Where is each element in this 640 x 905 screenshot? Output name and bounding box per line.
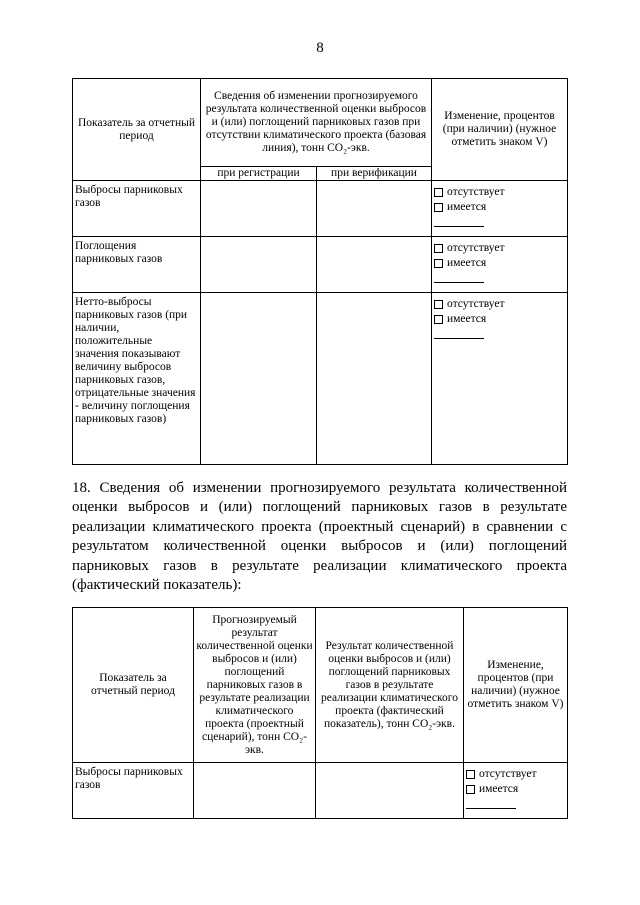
checkbox-present[interactable] <box>466 785 475 794</box>
section-18-paragraph: 18. Сведения об изменении прогнозируемого результата количественной оценки выбросов и (или) поглощений парниковых газов в результате реализации климатического проекта (проектный сценарий) в сравнении с результатом количественной оценки выбросов и (или) поглощений парниковых газов в результате реализации климатического проекта (фактический показатель): <box>72 480 567 594</box>
forecast-value-cell[interactable] <box>194 763 316 819</box>
change-options <box>432 293 568 465</box>
row-label: Выбросы парниковых газов <box>73 763 194 819</box>
verification-value-cell[interactable] <box>317 293 432 465</box>
subheader-verification: при верификации <box>317 167 432 181</box>
percent-blank-line[interactable] <box>434 216 484 227</box>
page-number: 8 <box>316 40 324 56</box>
option-absent-label: отсутствует <box>479 768 537 780</box>
percent-blank-line[interactable] <box>466 798 516 809</box>
verification-value-cell[interactable] <box>317 237 432 293</box>
table-row <box>73 763 568 819</box>
checkbox-absent[interactable] <box>434 300 443 309</box>
checkbox-present[interactable] <box>434 203 443 212</box>
row-label: Поглощения парниковых газов <box>73 237 201 293</box>
option-absent-label: отсутствует <box>447 186 505 198</box>
header-change-percent: Изменение, процентов (при наличии) (нужное отметить знаком V) <box>464 608 568 763</box>
header-indicator: Показатель за отчетный период <box>73 79 201 181</box>
header-change-percent: Изменение, процентов (при наличии) (нужное отметить знаком V) <box>432 79 568 181</box>
checkbox-present[interactable] <box>434 315 443 324</box>
row-label: Нетто-выбросы парниковых газов (при наличии, положительные значения показывают величину выбросов парниковых газов, отрицательные значения - величину поглощения парниковых газов) <box>73 293 201 465</box>
change-options <box>432 181 568 237</box>
table-row <box>73 181 568 237</box>
header-forecast: Прогнозируемый результат количественной оценки выбросов и (или) поглощений парниковых газов в результате реализации климатического проекта (проектный сценарий), тонн CO₂-экв. <box>194 608 316 763</box>
project-vs-actual-table <box>72 607 568 819</box>
registration-value-cell[interactable] <box>201 293 317 465</box>
option-present-label: имеется <box>447 201 487 213</box>
registration-value-cell[interactable] <box>201 181 317 237</box>
row-label: Выбросы парниковых газов <box>73 181 201 237</box>
checkbox-present[interactable] <box>434 259 443 268</box>
registration-value-cell[interactable] <box>201 237 317 293</box>
percent-blank-line[interactable] <box>434 328 484 339</box>
change-options <box>432 237 568 293</box>
checkbox-absent[interactable] <box>466 770 475 779</box>
verification-value-cell[interactable] <box>317 181 432 237</box>
actual-value-cell[interactable] <box>316 763 464 819</box>
header-actual-result: Результат количественной оценки выбросов и (или) поглощений парниковых газов в результате реализации климатического проекта (фактический показатель), тонн CO₂-экв. <box>316 608 464 763</box>
table-row <box>73 237 568 293</box>
option-present-label: имеется <box>479 783 519 795</box>
option-present-label: имеется <box>447 257 487 269</box>
baseline-change-table <box>72 78 568 465</box>
percent-blank-line[interactable] <box>434 272 484 283</box>
header-baseline-info: Сведения об изменении прогнозируемого результата количественной оценки выбросов и (или) поглощений парниковых газов при отсутствии климатического проекта (базовая линия), тонн CO₂-экв. <box>201 79 432 167</box>
option-present-label: имеется <box>447 313 487 325</box>
checkbox-absent[interactable] <box>434 244 443 253</box>
option-absent-label: отсутствует <box>447 298 505 310</box>
checkbox-absent[interactable] <box>434 188 443 197</box>
subheader-registration: при регистрации <box>201 167 317 181</box>
table-row <box>73 293 568 465</box>
header-indicator: Показатель за отчетный период <box>73 608 194 763</box>
option-absent-label: отсутствует <box>447 242 505 254</box>
change-options <box>464 763 568 819</box>
